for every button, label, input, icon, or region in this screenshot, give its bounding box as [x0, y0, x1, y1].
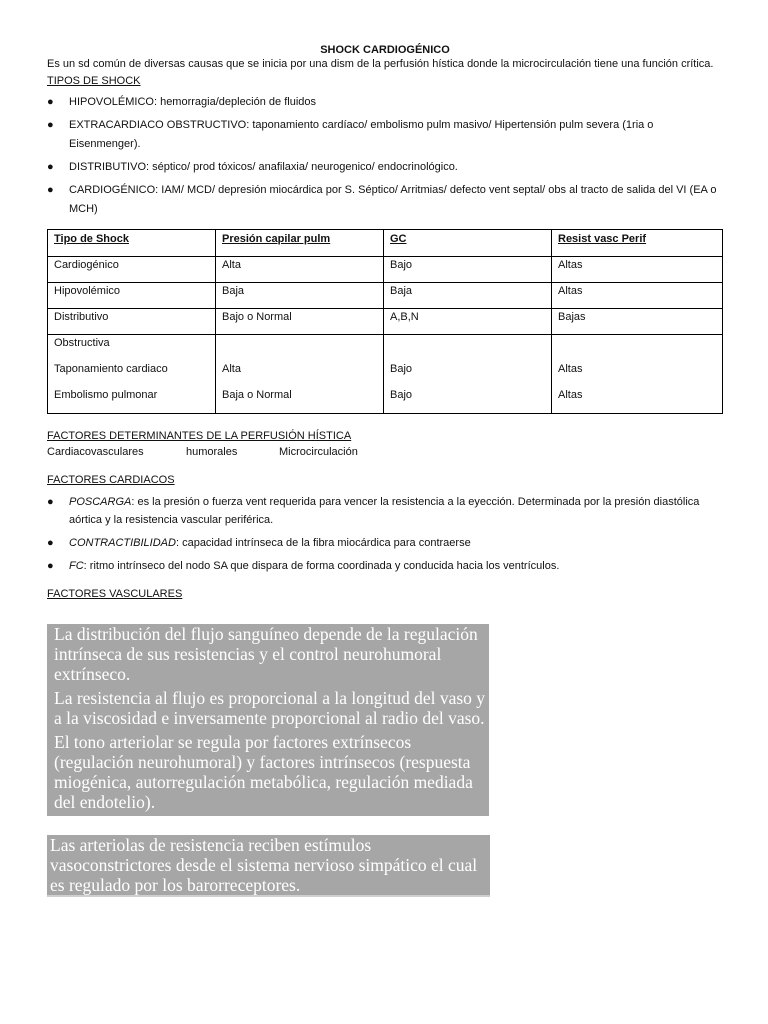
document-page: [47, 44, 723, 601]
table-row: [48, 283, 723, 309]
table-cell: A,B,N: [384, 309, 552, 335]
vascular-paragraph: El tono arteriolar se regula por factores extrínsecos (regulación neurohumoral) y factores intrínsecos (respuesta miogénica, autorregulación metabólica, regulación mediada del endotelio).: [54, 732, 473, 812]
table-cell: Obstructiva Taponamiento cardiaco Embolismo pulmonar: [48, 335, 216, 414]
factores-vasculares-heading: FACTORES VASCULARES: [47, 588, 183, 600]
intro-paragraph: Es un sd común de diversas causas que se inicia por una dism de la perfusión hística donde la microcirculación tiene una función crítica.: [47, 58, 714, 70]
table-cell: Baja: [216, 283, 384, 309]
vascular-paragraph: La distribución del flujo sanguíneo depende de la regulación intrínseca de sus resistencias y el control neurohumoral extrínseco.: [54, 624, 478, 684]
table-cell: Bajo: [384, 257, 552, 283]
factores-cardiacos-list: [47, 493, 723, 575]
factores-vasculares-box-2: [47, 835, 490, 897]
table-cell: Distributivo: [48, 309, 216, 335]
vascular-paragraph: La resistencia al flujo es proporcional a la longitud del vaso y a la viscosidad e inversamente proporcional al radio del vaso.: [54, 688, 486, 728]
table-header: Presión capilar pulm: [216, 230, 384, 257]
bullet-icon: ●: [47, 560, 54, 572]
table-row-obstructiva: [48, 335, 723, 414]
bullet-icon: ●: [47, 184, 54, 196]
list-item: ● DISTRIBUTIVO: séptico/ prod tóxicos/ anafilaxia/ neurogenico/ endocrinológico.: [47, 158, 723, 177]
tipos-list: [47, 93, 723, 219]
table-cell: Cardiogénico: [48, 257, 216, 283]
table-cell: Baja: [384, 283, 552, 309]
table-header: Resist vasc Perif: [552, 230, 723, 257]
document-title: SHOCK CARDIOGÉNICO: [320, 44, 450, 56]
table-row: [48, 257, 723, 283]
bullet-icon: ●: [47, 161, 54, 173]
table-cell: Altas Altas: [552, 335, 723, 414]
factor-item: Cardiacovasculares: [47, 446, 144, 458]
tipos-heading: TIPOS DE SHOCK: [47, 75, 141, 87]
list-item: ● POSCARGA: es la presión o fuerza vent requerida para vencer la resistencia a la eyección. Determinada por la presión diastólica aórtica y la resistencia vascular periférica.: [47, 493, 723, 529]
table-header: Tipo de Shock: [48, 230, 216, 257]
shock-table: [47, 229, 723, 414]
factores-determinantes-items: [47, 444, 723, 460]
list-item: ● EXTRACARDIACO OBSTRUCTIVO: taponamiento cardíaco/ embolismo pulm masivo/ Hipertensión pulm severa (1ria o Eisenmenger).: [47, 116, 723, 154]
factores-vasculares-box: [47, 624, 489, 816]
bullet-icon: ●: [47, 537, 54, 549]
table-header: GC: [384, 230, 552, 257]
bullet-icon: ●: [47, 119, 54, 131]
table-cell: Altas: [552, 257, 723, 283]
table-cell: Altas: [552, 283, 723, 309]
vascular-paragraph: Las arteriolas de resistencia reciben estímulos vasoconstrictores desde el sistema nervioso simpático el cual es regulado por los barorreceptores.: [50, 835, 478, 895]
table-cell: Bajo o Normal: [216, 309, 384, 335]
list-item: ● FC: ritmo intrínseco del nodo SA que dispara de forma coordinada y conducida hacia los ventrículos.: [47, 557, 723, 575]
factor-item: humorales: [186, 446, 238, 458]
table-cell: Alta: [216, 257, 384, 283]
list-item: ● CARDIOGÉNICO: IAM/ MCD/ depresión miocárdica por S. Séptico/ Arritmias/ defecto vent septal/ obs al tracto de salida del VI (EA o MCH): [47, 181, 723, 219]
list-item: ● CONTRACTIBILIDAD: capacidad intrínseca de la fibra miocárdica para contraerse: [47, 534, 723, 552]
bullet-icon: ●: [47, 496, 54, 508]
factor-item: Microcirculación: [279, 446, 358, 458]
table-cell: Alta Baja o Normal: [216, 335, 384, 414]
table-header-row: [48, 230, 723, 257]
bullet-icon: ●: [47, 96, 54, 108]
factores-determinantes-heading: FACTORES DETERMINANTES DE LA PERFUSIÓN HÍSTICA: [47, 430, 352, 442]
table-cell: Hipovolémico: [48, 283, 216, 309]
table-row: [48, 309, 723, 335]
list-item: ● HIPOVOLÉMICO: hemorragia/depleción de fluidos: [47, 93, 723, 112]
table-cell: Bajas: [552, 309, 723, 335]
factores-cardiacos-heading: FACTORES CARDIACOS: [47, 474, 175, 486]
table-cell: Bajo Bajo: [384, 335, 552, 414]
